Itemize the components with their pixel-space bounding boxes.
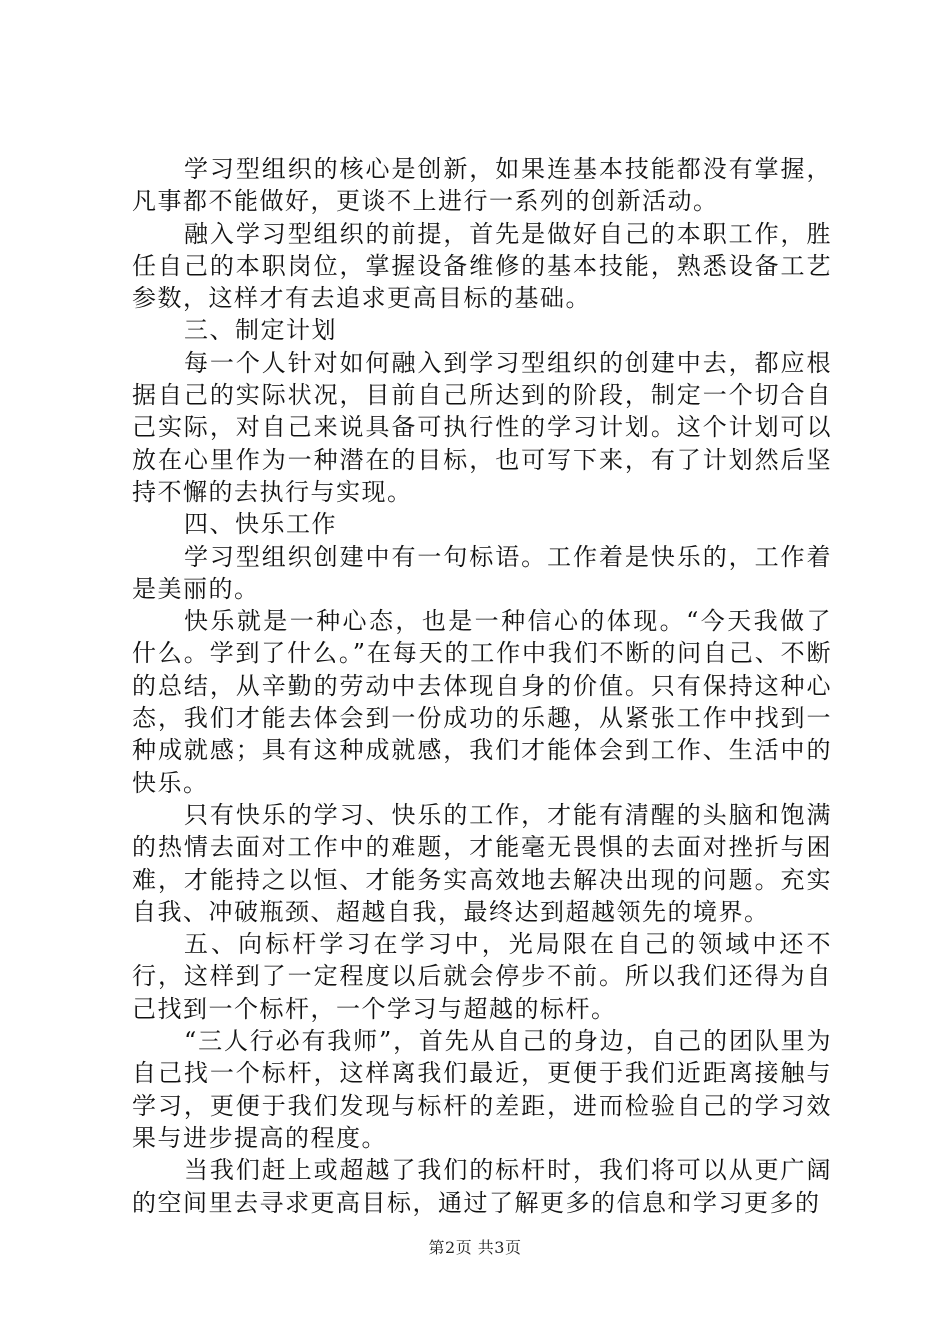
heading-happy-work: 四、快乐工作	[184, 510, 337, 539]
paragraph-happiness-mindset: 快乐就是一种心态，也是一种信心的体现。“今天我做了什么。学到了什么。”在每天的工作中我们不断的问自己、不断的总结，从辛勤的劳动中去体现自身的价值。只有保持这种心态，我们才能去体会到一份成功的乐趣，从紧张工作中找到一种成就感；具有这种成就感，我们才能体会到工作、生活中的快乐。	[132, 607, 832, 797]
page-number-footer: 第2页 共3页	[428, 1238, 522, 1257]
heading-make-plan: 三、制定计划	[184, 316, 337, 345]
paragraph-job-basics: 融入学习型组织的前提，首先是做好自己的本职工作，胜任自己的本职岗位，掌握设备维修的基本技能，熟悉设备工艺参数，这样才有去追求更高目标的基础。	[132, 219, 832, 313]
document-body	[132, 153, 832, 1219]
paragraph-benchmark-learning: 五、向标杆学习在学习中，光局限在自己的领域中还不行，这样到了一定程度以后就会停步不前。所以我们还得为自己找到一个标杆，一个学习与超越的标杆。	[132, 930, 832, 1023]
paragraph-slogan: 学习型组织创建中有一句标语。工作着是快乐的，工作着是美丽的。	[132, 542, 832, 603]
paragraph-surpass-benchmark: 当我们赶上或超越了我们的标杆时，我们将可以从更广阔的空间里去寻求更高目标，通过了解更多的信息和学习更多的	[132, 1156, 832, 1217]
paragraph-happy-study: 只有快乐的学习、快乐的工作，才能有清醒的头脑和饱满的热情去面对工作中的难题，才能毫无畏惧的去面对挫折与困难，才能持之以恒、才能务实高效地去解决出现的问题。充实自我、冲破瓶颈、超越自我，最终达到超越领先的境界。	[132, 800, 832, 926]
paragraph-three-people: “三人行必有我师”，首先从自己的身边，自己的团队里为自己找一个标杆，这样离我们最近，更便于我们近距离接触与学习，更便于我们发现与标杆的差距，进而检验自己的学习效果与进步提高的程度。	[132, 1027, 832, 1152]
paragraph-innovation-core: 学习型组织的核心是创新，如果连基本技能都没有掌握，凡事都不能做好，更谈不上进行一系列的创新活动。	[132, 155, 832, 216]
paragraph-study-plan: 每一个人针对如何融入到学习型组织的创建中去，都应根据自己的实际状况，目前自己所达到的阶段，制定一个切合自己实际，对自己来说具备可执行性的学习计划。这个计划可以放在心里作为一种潜在的目标，也可写下来，有了计划然后坚持不懈的去执行与实现。	[132, 348, 832, 506]
